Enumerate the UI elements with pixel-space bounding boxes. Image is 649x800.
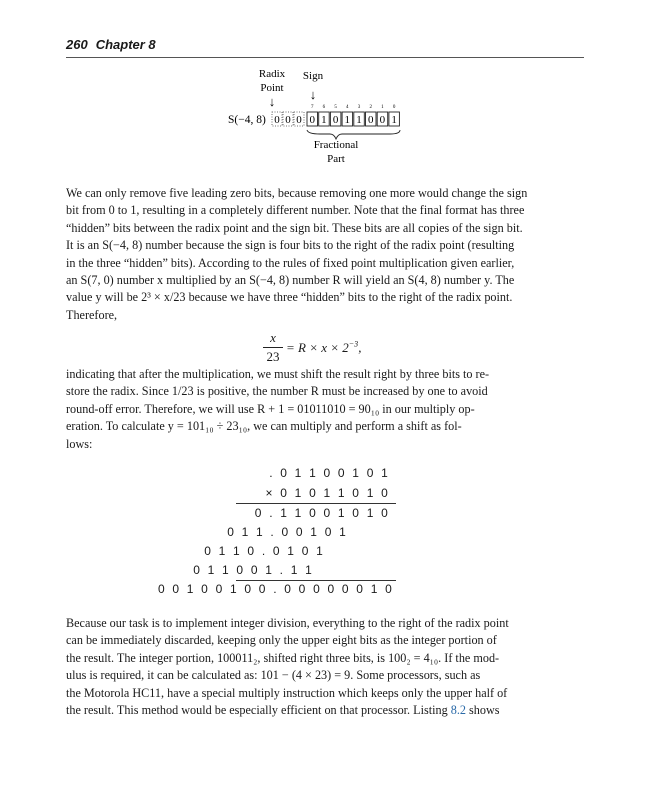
mult-row: 0 0 1 0 0 1 0 0 . 0 0 0 0 0 0 1 0 [157, 582, 394, 596]
p1-line: Therefore, [66, 307, 118, 322]
bit-value: 1 [391, 114, 397, 126]
bit-format-figure [0, 0, 649, 200]
bit-index: 0 [392, 105, 396, 110]
eq-tail: , [358, 340, 362, 355]
p3-line: can be immediately discarded, keeping only the upper eight bits as the integer portion of [66, 633, 497, 648]
p1-line: value y will be 2³ × x/23 because we have three “hidden” bits to the right of the radix point. [66, 290, 513, 305]
bit-index: 7 [310, 105, 314, 110]
binary-multiplication [157, 464, 396, 596]
p3-line: ulus is required, it can be calculated as: 101 − (4 × 23) = 9. Some processors, such as [66, 668, 481, 683]
p1-line: We can only remove five leading zero bits, because removing one more would change the sign [66, 186, 528, 200]
chapter-title: Chapter 8 [95, 37, 156, 52]
p1-line: in the three “hidden” bits). According to the rules of fixed point multiplication given earlier, [66, 255, 515, 270]
p3-line: the result. The integer portion, 100011₂, shifted right three bits, is 100₂ = 4₁₀. If the mod- [66, 650, 500, 665]
radix-label-1: Radix [258, 68, 286, 80]
mult-row: × 0 1 0 1 1 0 1 0 [265, 486, 390, 500]
p1-line: It is an S(−4, 8) number because the sign is four bits to the right of the radix point (resulting [66, 238, 515, 253]
p2-line: store the radix. Since 1/23 is positive, the number R must be increased by one to avoid [66, 384, 488, 399]
eq-rhs: = R × x × 2 [286, 340, 349, 355]
p3-line: the Motorola HC11, have a special multiply instruction which keeps only the upper half of [66, 685, 508, 700]
bit-value: 0 [367, 114, 374, 126]
p3-line-with-listing-link: the result. This method would be especially efficient on that processor. Listing 8.2 shows [66, 703, 500, 718]
bit-value: 0 [379, 114, 386, 126]
bit-value: 0 [309, 114, 315, 126]
eq-numerator: x [270, 330, 276, 345]
eq-fraction-bar [263, 347, 283, 348]
radix-arrow: ↓ [268, 94, 276, 109]
bit-value: 1 [344, 114, 351, 126]
bit-index: 2 [369, 105, 372, 110]
paragraph-2 [66, 366, 566, 453]
fraction-brace [307, 130, 400, 139]
mult-row: 0 1 1 0 . 0 1 0 1 [204, 544, 325, 558]
mult-row: 0 1 1 . 0 0 1 0 1 [227, 525, 348, 539]
sign-arrow: ↓ [309, 87, 317, 102]
p3-line: Because our task is to implement integer division, everything to the right of the radix point [66, 616, 509, 630]
bit-index: 1 [381, 105, 384, 110]
bit-value: 0 [332, 114, 339, 126]
p1-line: an S(7, 0) number x multiplied by an S(−4, 8) number R will yield an S(4, 8) number y. The [66, 273, 515, 288]
p2-line: eration. To calculate y = 101₁₀ ÷ 23₁₀, we can multiply and perform a shift as fol- [66, 419, 462, 434]
bit-index: 6 [322, 105, 326, 110]
hidden-bit: 0 [285, 114, 291, 126]
listing-link[interactable]: 8.2 [450, 703, 466, 718]
bit-index: 5 [334, 105, 337, 110]
eq-exponent: −3 [348, 339, 359, 349]
paragraph-3 [66, 615, 566, 719]
bit-box-row [307, 112, 399, 126]
bit-index-row [311, 105, 396, 110]
mult-row: . 0 1 1 0 0 1 0 1 [269, 466, 390, 480]
eq-denominator: 23 [266, 349, 280, 364]
mult-row: 0 1 1 0 0 1 . 1 1 [193, 563, 314, 577]
shift-equation [262, 330, 422, 366]
hidden-bit: 0 [274, 114, 280, 126]
p2-line: round-off error. Therefore, we will use R + 1 = 01011010 = 90₁₀ in our multiply op- [66, 401, 475, 416]
mult-rule-bottom [236, 580, 396, 581]
mult-rule-top [236, 503, 396, 504]
fraction-label-1: Fractional [313, 139, 359, 151]
mult-row: 0 . 1 1 0 0 1 0 1 0 [254, 506, 390, 520]
bit-index: 4 [346, 105, 349, 110]
hidden-bit-row [272, 112, 304, 126]
p2-line: indicating that after the multiplication, we must shift the result right by three bits to re- [66, 367, 490, 381]
p1-line: “hidden” bits between the radix point and the sign bit. These bits are all copies of the sign bit. [66, 220, 523, 235]
hidden-bit: 0 [296, 114, 302, 126]
paragraph-1 [66, 185, 566, 324]
fraction-label-2: Part [327, 153, 345, 165]
bit-value: 1 [321, 114, 327, 126]
page-number: 260 [66, 37, 88, 52]
sign-label: Sign [302, 70, 324, 82]
bit-value: 1 [356, 114, 362, 126]
bit-index: 3 [357, 105, 361, 110]
p2-line: lows: [66, 436, 93, 451]
format-label: S(−4, 8) [228, 114, 266, 126]
p1-line: bit from 0 to 1, resulting in a completely different number. Note that the final format has three [66, 203, 525, 218]
radix-label-2: Point [260, 82, 284, 94]
